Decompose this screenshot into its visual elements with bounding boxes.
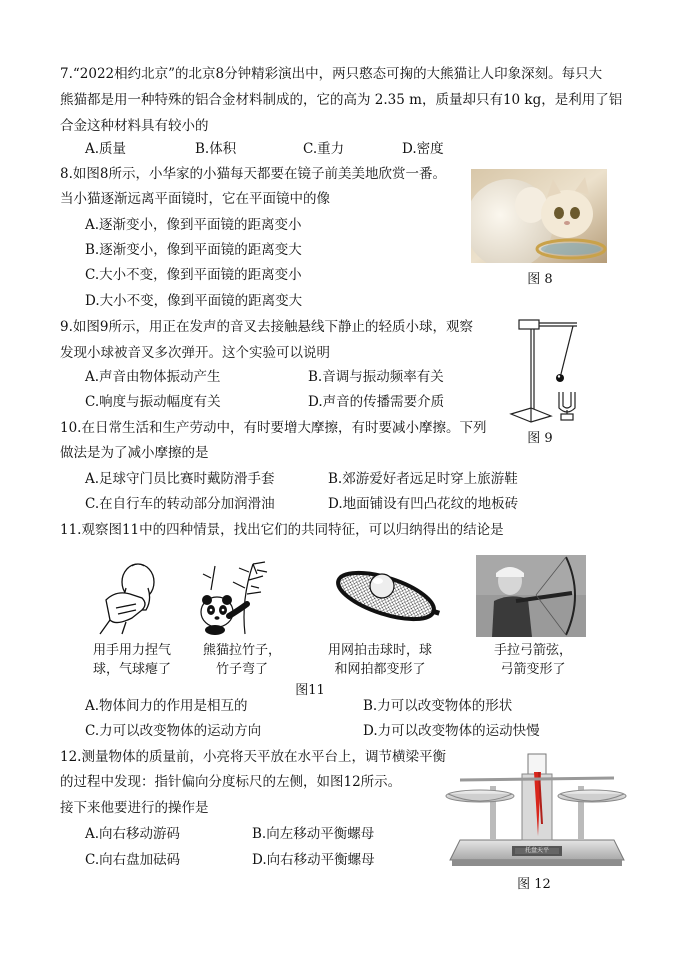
q10-option-d: D.地面铺设有凹凸花纹的地板砖 <box>328 496 519 512</box>
q11-stem-line1: 11.观察图11中的四种情景，找出它们的共同特征，可以归纳得出的结论是 <box>60 522 504 538</box>
q11-option-b: B.力可以改变物体的形状 <box>363 698 513 714</box>
q7-stem-line2: 熊猫都是用一种特殊的铝合金材料制成的，它的高为 2.35 m，质量却只有10 kg，是利用了铝 <box>60 92 623 108</box>
q12-option-c: C.向右盘加砝码 <box>85 852 181 868</box>
q9-option-d: D.声音的传播需要介质 <box>308 394 445 410</box>
q11-option-c: C.力可以改变物体的运动方向 <box>85 723 262 739</box>
q12-stem-line1: 12.测量物体的质量前，小亮将天平放在水平台上，调节横梁平衡 <box>60 749 446 765</box>
figure-11-panda-bamboo <box>195 560 277 636</box>
q7-option-b: B.体积 <box>195 141 237 157</box>
scale-nameplate-label: 托盘天平 <box>524 847 549 854</box>
figure-9-tuning-fork-apparatus <box>507 310 587 428</box>
figure-9-caption: 图 9 <box>527 431 553 446</box>
figure-12-balance-scale <box>440 744 634 870</box>
q10-option-a: A.足球守门员比赛时戴防滑手套 <box>85 471 275 487</box>
figure-12-caption: 图 12 <box>517 877 551 892</box>
figure-8-cat-mirror-photo <box>471 169 607 263</box>
scene-4-text-line1: 手拉弓箭弦， <box>493 643 572 658</box>
scene-1-text-line2: 球，气球瘪了 <box>92 662 171 677</box>
q8-option-d: D.大小不变，像到平面镜的距离变大 <box>85 293 303 309</box>
scene-3-text-line1: 用网拍击球时，球 <box>327 643 432 658</box>
q8-stem-line1: 8.如图8所示，小华家的小猫每天都要在镜子前美美地欣赏一番。 <box>60 166 446 182</box>
q9-option-b: B.音调与振动频率有关 <box>308 369 444 385</box>
figure-11-archer-photo <box>476 555 586 637</box>
q12-stem-line3: 接下来他要进行的操作是 <box>60 800 209 816</box>
scene-1-text-line1: 用手用力捏气 <box>92 643 171 658</box>
q7-stem-line1: 7.“2022相约北京”的北京8分钟精彩演出中，两只憨态可掬的大熊猫让人印象深刻。每只大 <box>60 66 603 82</box>
q12-option-a: A.向右移动游码 <box>85 826 181 842</box>
figure-8-caption: 图 8 <box>527 272 553 287</box>
scene-4-text-line2: 弓箭变形了 <box>500 662 566 677</box>
q7-stem-line3: 合金这种材料具有较小的 <box>60 118 209 134</box>
scene-2-text-line2: 竹子弯了 <box>215 662 268 677</box>
figure-11-racket-ball <box>330 556 442 636</box>
q9-option-c: C.响度与振动幅度有关 <box>85 394 221 410</box>
q12-option-d: D.向右移动平衡螺母 <box>252 852 375 868</box>
scene-3-text-line2: 和网拍都变形了 <box>334 662 426 677</box>
q9-stem-line1: 9.如图9所示，用正在发声的音叉去接触悬线下静止的轻质小球，观察 <box>60 319 473 335</box>
scene-2-text-line1: 熊猫拉竹子， <box>202 643 281 658</box>
q11-option-a: A.物体间力的作用是相互的 <box>85 698 248 714</box>
q9-stem-line2: 发现小球被音叉多次弹开。这个实验可以说明 <box>60 345 330 361</box>
q8-stem-line2: 当小猫逐渐远离平面镜时，它在平面镜中的像 <box>60 191 330 207</box>
q7-option-a: A.质量 <box>85 141 127 157</box>
figure-11-caption: 图11 <box>295 683 325 698</box>
q10-option-b: B.郊游爱好者远足时穿上旅游鞋 <box>328 471 518 487</box>
q10-stem-line2: 做法是为了减小摩擦的是 <box>60 445 209 461</box>
q7-option-c: C.重力 <box>303 141 345 157</box>
q9-option-a: A.声音由物体振动产生 <box>85 369 221 385</box>
q11-option-d: D.力可以改变物体的运动快慢 <box>363 723 540 739</box>
q10-stem-line1: 10.在日常生活和生产劳动中，有时要增大摩擦，有时要减小摩擦。下列 <box>60 420 487 436</box>
q10-option-c: C.在自行车的转动部分加润滑油 <box>85 496 275 512</box>
figure-11-balloon-squeeze <box>96 560 176 636</box>
q8-option-c: C.大小不变，像到平面镜的距离变小 <box>85 267 302 283</box>
q12-option-b: B.向左移动平衡螺母 <box>252 826 375 842</box>
q7-option-d: D.密度 <box>402 141 444 157</box>
q8-option-a: A.逐渐变小，像到平面镜的距离变小 <box>85 217 302 233</box>
q8-option-b: B.逐渐变小，像到平面镜的距离变大 <box>85 242 302 258</box>
q12-stem-line2: 的过程中发现：指针偏向分度标尺的左侧，如图12所示。 <box>60 774 402 790</box>
